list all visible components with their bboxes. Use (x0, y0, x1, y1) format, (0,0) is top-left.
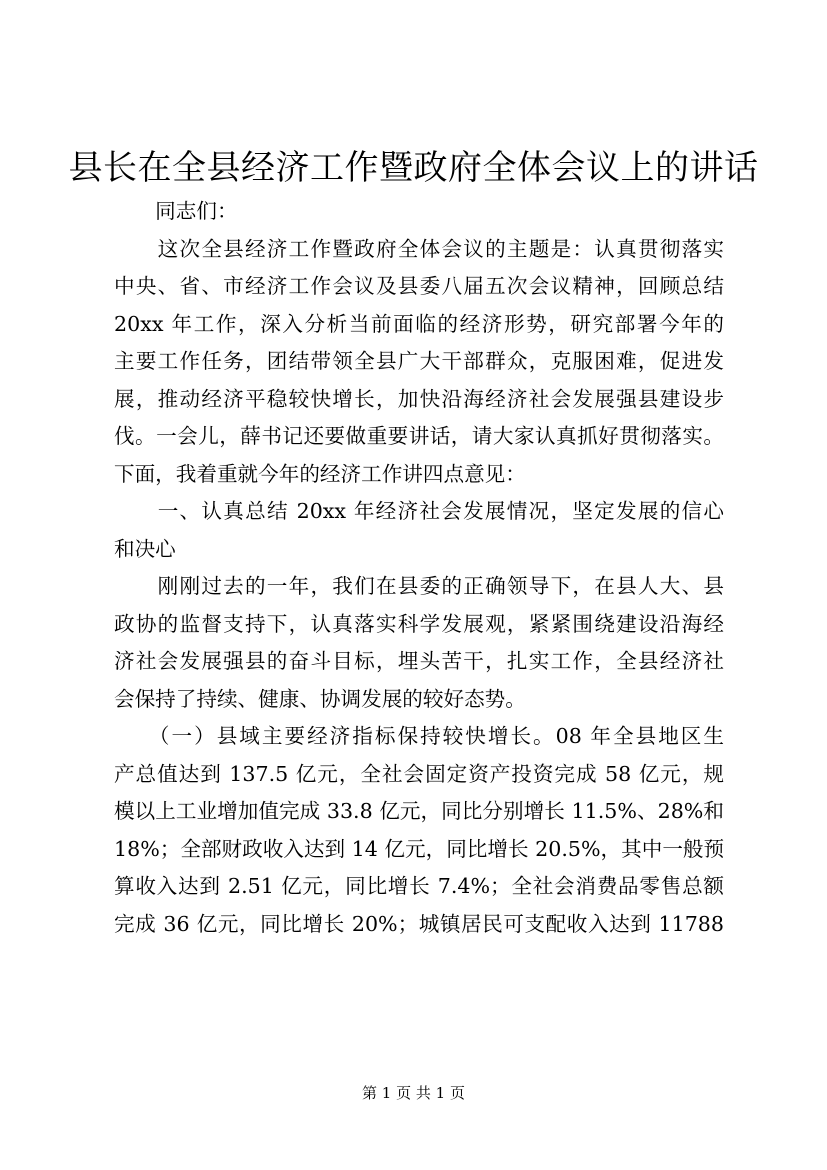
text-line: （一）县域主要经济指标保持较快增长。08 年全县地区生 (114, 724, 724, 748)
text-line: 会保持了持续、健康、协调发展的较好态势。 (114, 686, 526, 711)
text-line: 产总值达到 137.5 亿元，全社会固定资产投资完成 58 亿元，规 (114, 761, 724, 786)
text-line: 完成 36 亿元，同比增长 20%；城镇居民可支配收入达到 11788 (114, 911, 724, 936)
text-line: 20xx 年工作，深入分析当前面临的经济形势，研究部署今年的 (114, 311, 724, 336)
text-line: 济社会发展强县的奋斗目标，埋头苦干，扎实工作，全县经济社 (114, 649, 724, 673)
document-body (114, 193, 724, 943)
text-line: 算收入达到 2.51 亿元，同比增长 7.4%；全社会消费品零售总额 (114, 874, 724, 898)
text-line: 中央、省、市经济工作会议及县委八届五次会议精神，回顾总结 (114, 274, 724, 298)
text-line: 一、认真总结 20xx 年经济社会发展情况，坚定发展的信心 (114, 499, 724, 523)
text-line: 主要工作任务，团结带领全县广大干部群众，克服困难，促进发 (114, 349, 724, 373)
document-title: 县长在全县经济工作暨政府全体会议上的讲话 (68, 148, 759, 188)
text-line: 模以上工业增加值完成 33.8 亿元，同比分别增长 11.5%、28%和 (114, 799, 724, 823)
text-line: 18%；全部财政收入达到 14 亿元，同比增长 20.5%，其中一般预 (114, 836, 724, 861)
text-line: 同志们： (114, 199, 238, 223)
text-line: 展，推动经济平稳较快增长，加快沿海经济社会发展强县建设步 (114, 386, 724, 411)
text-line: 下面，我着重就今年的经济工作讲四点意见： (114, 461, 526, 486)
text-line: 政协的监督支持下，认真落实科学发展观，紧紧围绕建设沿海经 (114, 611, 724, 636)
text-line: 和决心 (114, 536, 176, 561)
text-line: 伐。一会儿，薛书记还要做重要讲话，请大家认真抓好贯彻落实。 (114, 424, 724, 448)
text-line: 刚刚过去的一年，我们在县委的正确领导下，在县人大、县 (114, 574, 724, 598)
page-footer: 第 1 页 共 1 页 (362, 1084, 465, 1102)
text-line: 这次全县经济工作暨政府全体会议的主题是：认真贯彻落实 (114, 236, 724, 261)
